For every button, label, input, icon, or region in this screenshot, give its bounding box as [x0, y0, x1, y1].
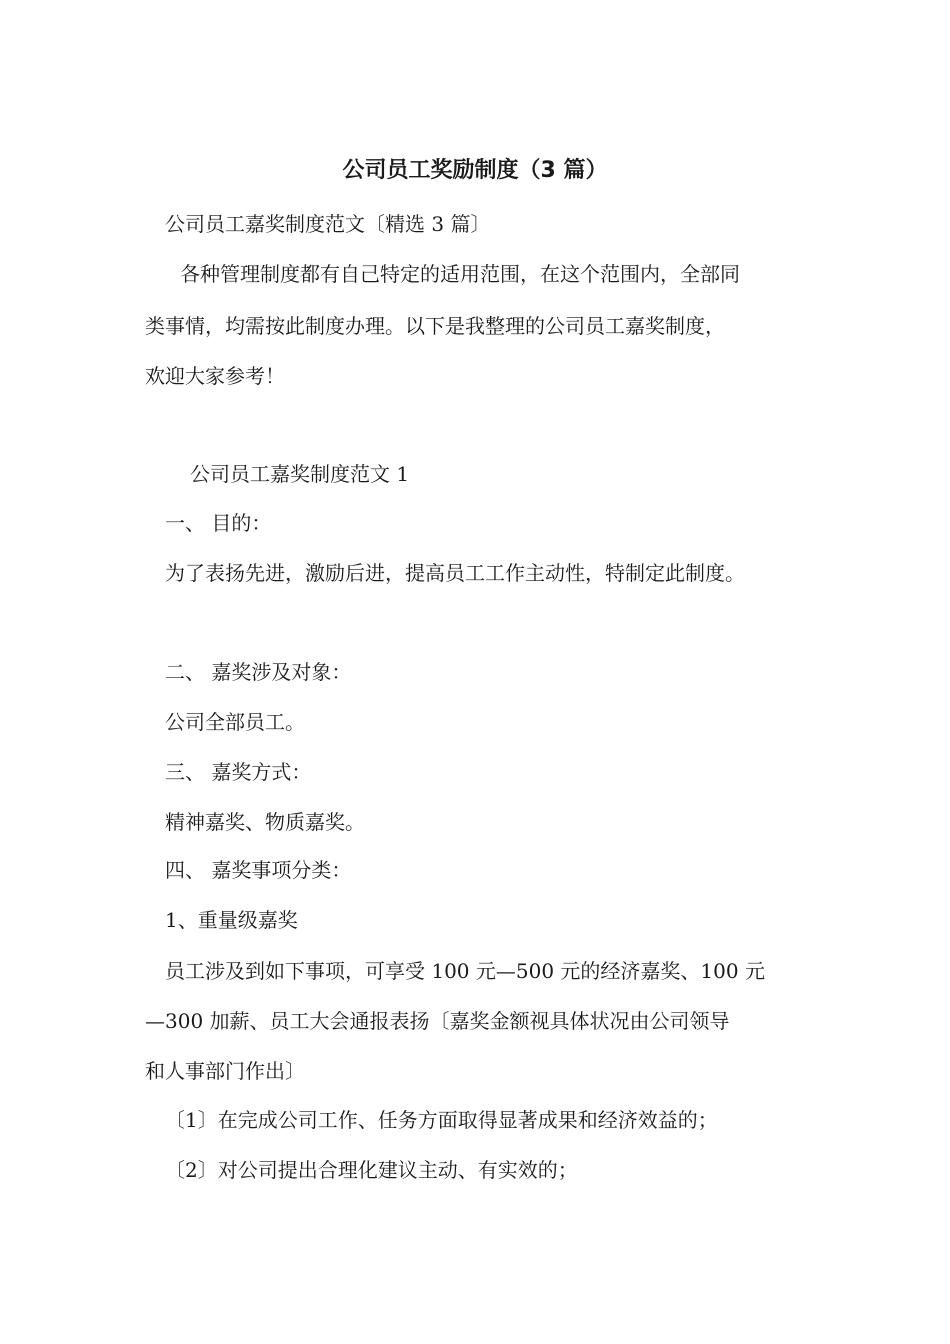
item-2-body: 公司全部员工。 [165, 710, 305, 734]
intro-line-3: 欢迎大家参考！ [145, 364, 285, 388]
intro-line-2: 类事情，均需按此制度办理。以下是我整理的公司员工嘉奖制度， [145, 314, 725, 338]
item-2-heading: 二、 嘉奖涉及对象： [165, 660, 352, 684]
item-1-body: 为了表扬先进，激励后进，提高员工工作主动性，特制定此制度。 [165, 561, 745, 585]
item-3-heading: 三、 嘉奖方式： [165, 760, 312, 784]
title-suffix: 篇） [555, 157, 608, 183]
item-3-body: 精神嘉奖、物质嘉奖。 [165, 810, 365, 834]
level1-line-2: —300 加薪、员工大会通报表扬〔嘉奖金额视具体状况由公司领导 [145, 1009, 730, 1033]
section-title: 公司员工嘉奖制度范文 1 [190, 462, 410, 486]
intro-line-1: 各种管理制度都有自己特定的适用范围，在这个范围内，全部同 [180, 262, 740, 286]
document-title [0, 156, 950, 185]
clause-2: 〔2〕对公司提出合理化建议主动、有实效的； [165, 1158, 578, 1182]
item-4-heading: 四、 嘉奖事项分类： [165, 858, 352, 882]
clause-1: 〔1〕在完成公司工作、任务方面取得显著成果和经济效益的； [165, 1108, 718, 1132]
level1-title: 1、重量级嘉奖 [165, 908, 298, 932]
title-number: 3 [540, 158, 556, 183]
level1-line-3: 和人事部门作出〕 [145, 1059, 305, 1083]
subtitle: 公司员工嘉奖制度范文〔精选 3 篇〕 [165, 212, 491, 236]
level1-line-1: 员工涉及到如下事项，可享受 100 元—500 元的经济嘉奖、100 元 [165, 959, 765, 983]
title-prefix: 公司员工奖励制度（ [342, 157, 541, 183]
item-1-heading: 一、 目的： [165, 511, 272, 535]
